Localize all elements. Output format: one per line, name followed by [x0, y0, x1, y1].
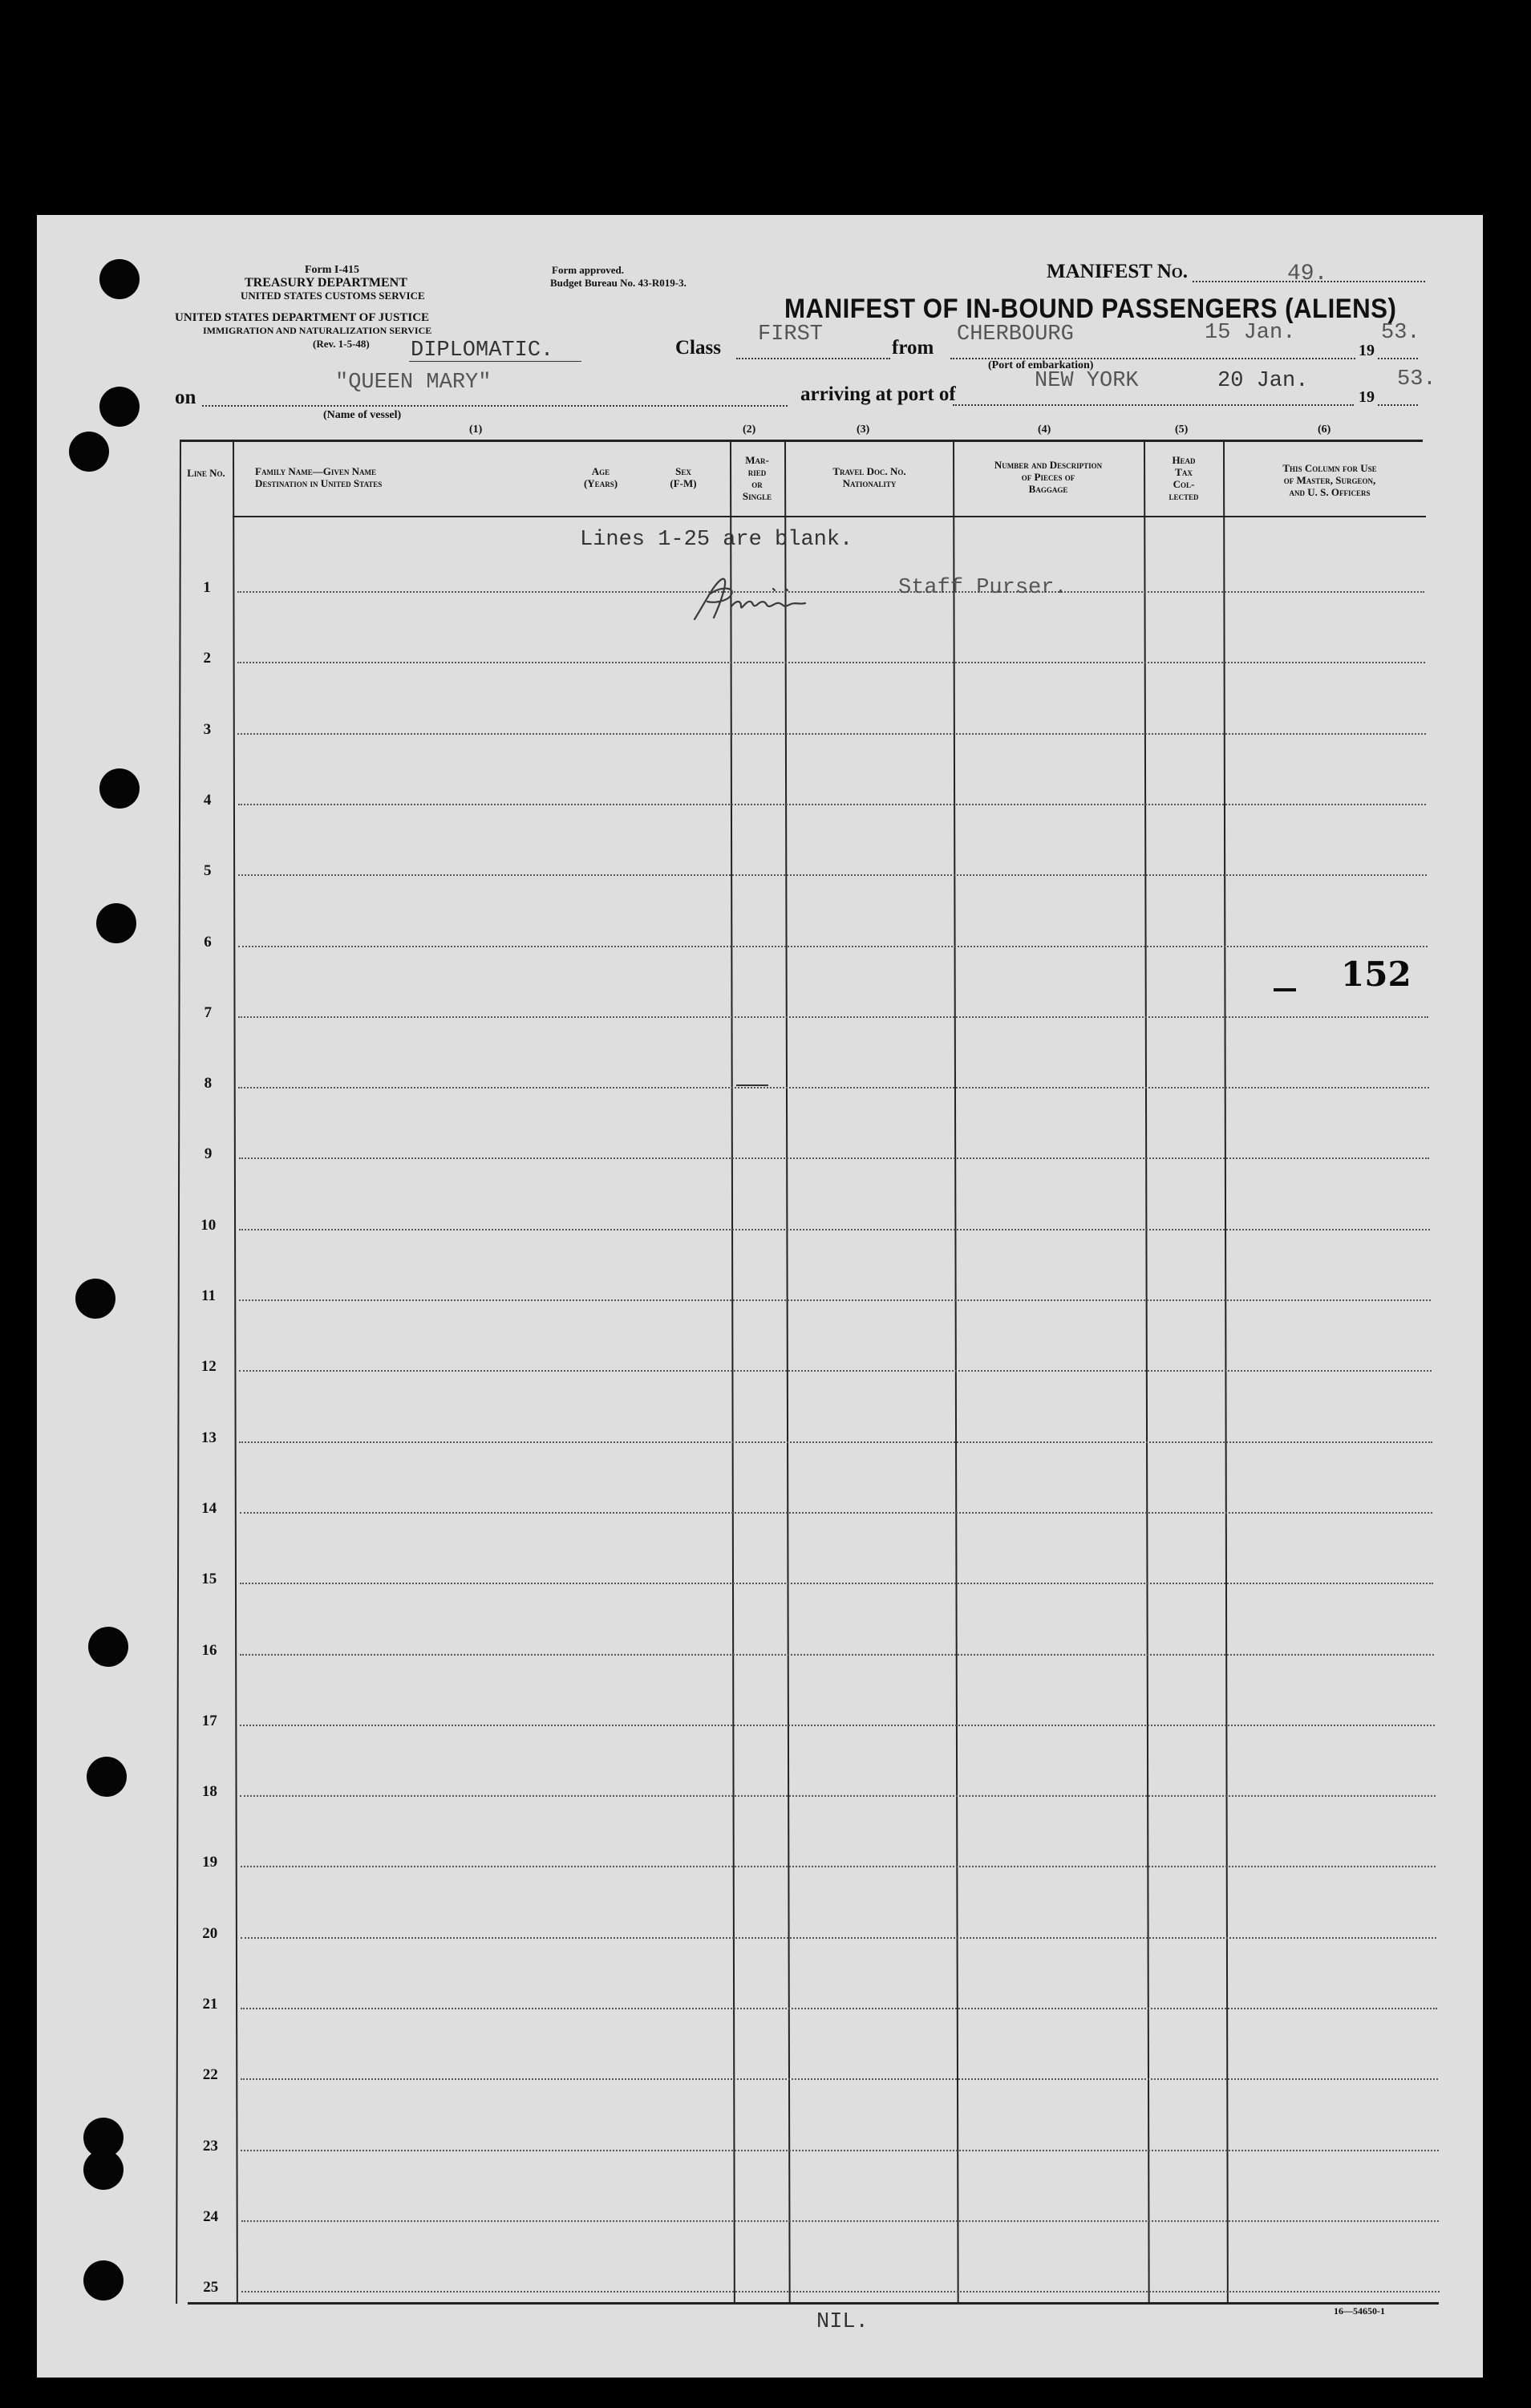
class-line: [736, 358, 890, 359]
table-row: [237, 733, 1425, 735]
departure-year-line: [1378, 358, 1418, 359]
arrival-year-line: [1378, 404, 1418, 406]
table-top-border: [180, 440, 1423, 442]
table-row: [239, 1157, 1430, 1159]
row-number: 17: [201, 1712, 217, 1729]
customs-service: UNITED STATES CUSTOMS SERVICE: [241, 290, 425, 302]
row-number: 16: [201, 1641, 217, 1659]
table-row: [238, 1087, 1428, 1088]
stamp-dash: [1274, 988, 1296, 991]
table-row: [241, 2008, 1437, 2009]
row-number: 7: [204, 1003, 212, 1021]
header-bottom-border: [233, 516, 1426, 517]
header-name: Family Name—Given Name Destination in United States: [255, 465, 383, 489]
stub-mark: [736, 1084, 768, 1086]
from-value: CHERBOURG: [957, 322, 1074, 347]
purser-signature: [690, 570, 850, 634]
row-number: 11: [201, 1287, 216, 1304]
row-number: 1: [203, 579, 211, 596]
arrival-port: NEW YORK: [1035, 369, 1139, 393]
year-prefix-departure: 19: [1359, 342, 1375, 359]
embarkation-caption: (Port of embarkation): [988, 359, 1094, 371]
manifest-number-label: MANIFEST No.: [1047, 261, 1189, 282]
from-label: from: [892, 337, 934, 359]
class-value: FIRST: [758, 322, 824, 347]
header-married: Mar- ried or Single: [742, 454, 772, 502]
table-row: [240, 1795, 1435, 1797]
departure-date: 15 Jan.: [1205, 321, 1296, 345]
table-row: [240, 1512, 1433, 1514]
year-prefix-arrival: 19: [1359, 388, 1375, 406]
row-number: 10: [200, 1216, 217, 1234]
table-row: [239, 1370, 1432, 1372]
column-number-4: (4): [1038, 424, 1051, 436]
table-bottom-border: [188, 2302, 1439, 2305]
table-row: [239, 1229, 1430, 1230]
treasury-department: TREASURY DEPARTMENT: [245, 276, 407, 290]
table-row: [241, 2291, 1440, 2292]
punch-hole: [99, 259, 140, 299]
header-line-no: Line No.: [187, 467, 225, 479]
arrival-line: [953, 404, 1354, 406]
punch-hole: [88, 1627, 128, 1667]
table-row: [238, 874, 1427, 876]
vessel-line: [202, 405, 788, 407]
header-headtax: Head Tax Col- lected: [1169, 454, 1199, 502]
row-number: 8: [204, 1075, 213, 1093]
row-number: 12: [200, 1358, 217, 1376]
manifest-number-value: 49.: [1287, 261, 1328, 286]
column-number-1: (1): [469, 424, 483, 436]
vessel-name: "QUEEN MARY": [335, 371, 492, 395]
header-baggage: Number and Description of Pieces of Baggage: [994, 459, 1103, 495]
table-row: [241, 2078, 1438, 2080]
budget-bureau: Budget Bureau No. 43-R019-3.: [550, 277, 687, 289]
punch-hole: [99, 387, 140, 427]
staff-purser-note: Staff Purser.: [898, 576, 1067, 600]
table-row: [241, 1937, 1436, 1939]
row-number: 18: [201, 1783, 217, 1801]
on-label: on: [175, 387, 196, 408]
punch-hole: [75, 1279, 115, 1319]
table-row: [240, 1654, 1434, 1656]
department-of-justice: UNITED STATES DEPARTMENT OF JUSTICE: [175, 311, 430, 324]
table-row: [239, 1299, 1431, 1301]
header-travel: Travel Doc. No. Nationality: [832, 465, 906, 489]
table-row: [238, 1016, 1428, 1018]
table-row: [238, 946, 1428, 947]
status-diplomatic: DIPLOMATIC.: [411, 338, 554, 363]
row-number: 24: [203, 2207, 219, 2225]
punch-hole: [69, 432, 109, 472]
header-officers: This Column for Use of Master, Surgeon, and U. S. Officers: [1282, 462, 1377, 498]
punch-hole: [87, 1757, 127, 1797]
arrival-year: 53.: [1397, 367, 1436, 391]
row-number: 21: [202, 1996, 218, 2013]
row-number: 13: [200, 1429, 217, 1446]
column-number-5: (5): [1175, 424, 1189, 436]
stamp-number: 152: [1341, 955, 1412, 994]
form-number: Form I-415: [305, 264, 360, 276]
row-number: 6: [204, 933, 212, 951]
punch-hole: [83, 2150, 124, 2190]
footer-nil: NIL.: [816, 2310, 869, 2334]
row-number: 25: [203, 2279, 219, 2297]
row-number: 14: [201, 1499, 217, 1517]
column-number-3: (3): [857, 424, 870, 436]
table-row: [240, 1725, 1435, 1726]
punch-hole: [99, 768, 140, 809]
column-number-2: (2): [743, 424, 756, 436]
table-row: [237, 662, 1425, 663]
row-number: 22: [202, 2066, 218, 2084]
arrival-date: 20 Jan.: [1217, 369, 1309, 393]
vessel-caption: (Name of vessel): [323, 409, 402, 421]
arriving-label: arriving at port of: [800, 383, 956, 405]
manifest-title: MANIFEST OF IN-BOUND PASSENGERS (ALIENS): [784, 294, 1397, 324]
table-row: [241, 2220, 1440, 2222]
row-number: 2: [203, 650, 211, 667]
row-number: 19: [202, 1854, 218, 1871]
class-label: Class: [675, 337, 721, 359]
table-row: [240, 1583, 1433, 1584]
form-approved: Form approved.: [552, 264, 625, 276]
column-number-6: (6): [1318, 424, 1331, 436]
header-age: Age (Years): [583, 465, 618, 489]
table-row: [241, 1866, 1436, 1867]
punch-hole: [83, 2260, 124, 2301]
row-number: 5: [204, 862, 212, 880]
ins-service: IMMIGRATION AND NATURALIZATION SERVICE: [203, 325, 432, 336]
departure-year: 53.: [1381, 321, 1420, 345]
row-number: 4: [203, 791, 212, 809]
blank-lines-note: Lines 1-25 are blank.: [580, 528, 853, 552]
table-row: [238, 804, 1427, 805]
row-number: 3: [203, 720, 212, 738]
header-sex: Sex (F-M): [670, 465, 697, 489]
row-number: 15: [201, 1571, 217, 1588]
form-code: 16—54650-1: [1334, 2305, 1385, 2317]
revision-date: (Rev. 1-5-48): [313, 338, 370, 350]
punch-hole: [96, 903, 136, 943]
table-row: [239, 1441, 1432, 1443]
row-number: 9: [204, 1145, 213, 1163]
row-number: 23: [202, 2137, 218, 2155]
status-line: [409, 361, 581, 362]
table-row: [241, 2150, 1438, 2151]
row-number: 20: [202, 1924, 218, 1942]
